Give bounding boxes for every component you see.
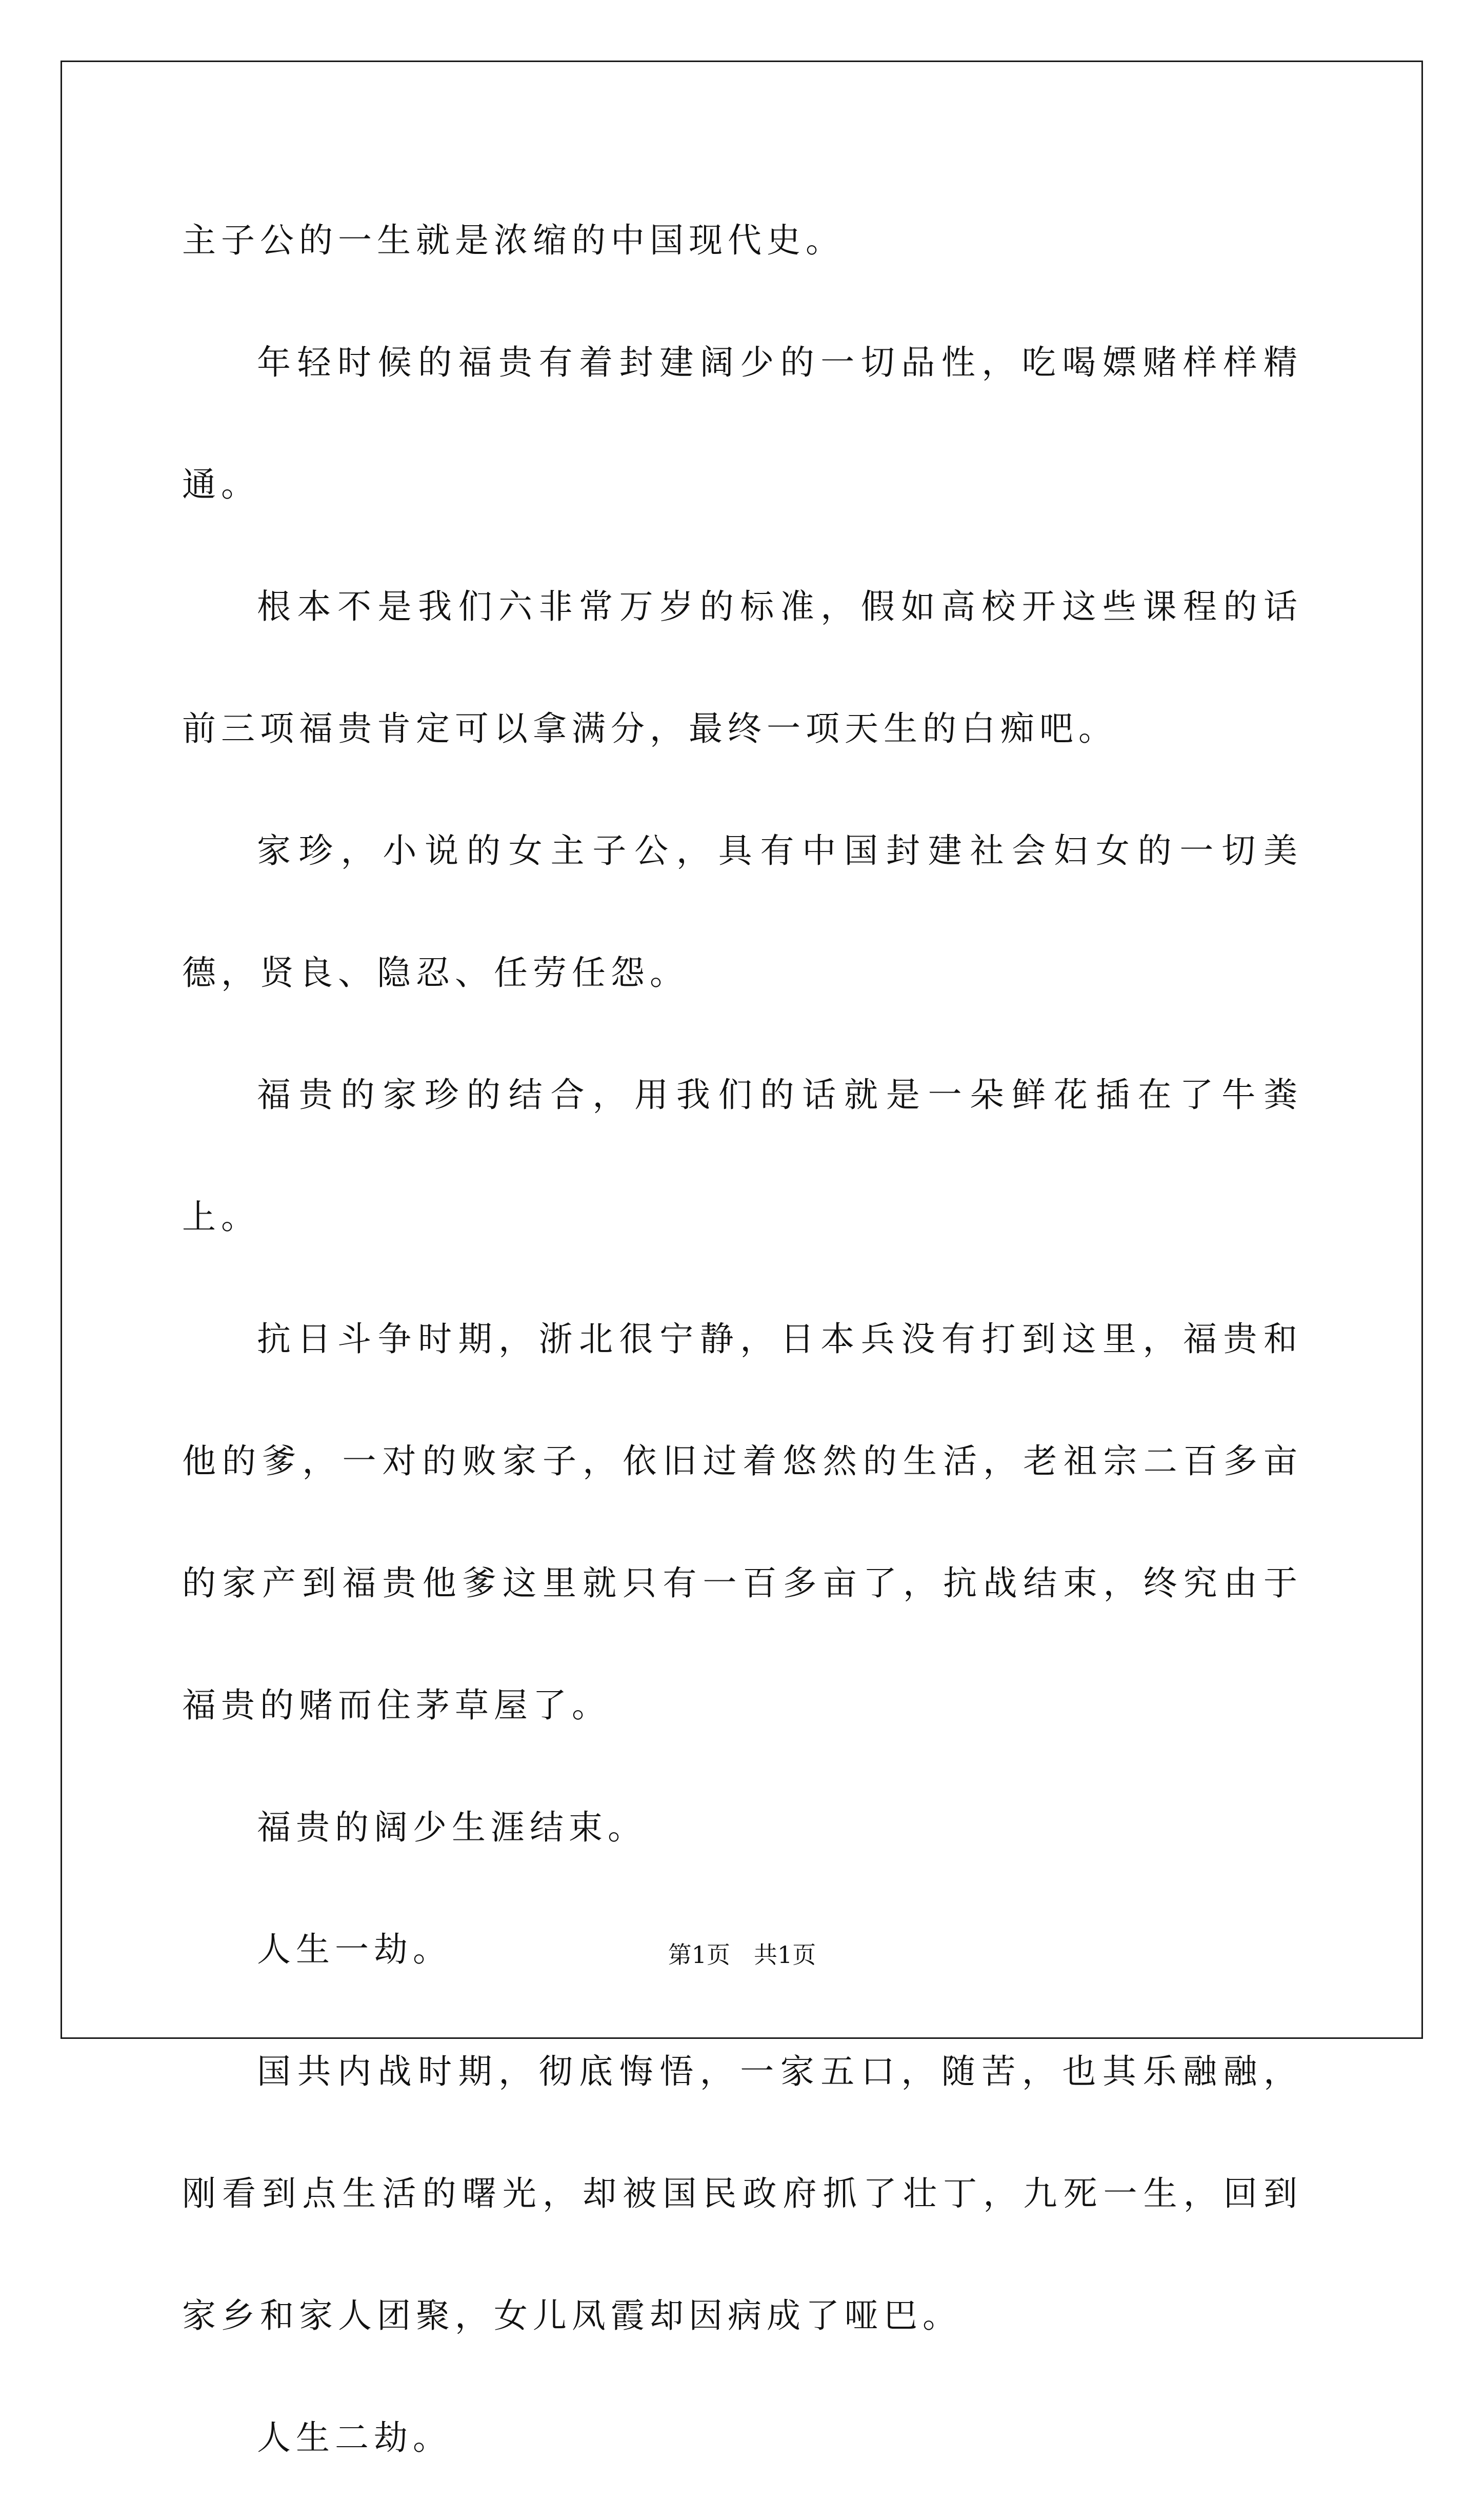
- paragraph: 家珍，小说的女主子公，具有中国封建社会妇女的一切美德，贤良、隐忍、任劳任怨。: [182, 831, 1302, 993]
- paragraph: 年轻时候的福贵有着封建阔少的一切品性，吃喝嫖赌样样精通。: [182, 343, 1302, 504]
- paragraph: 主子公的一生就是浓缩的中国现代史。: [182, 221, 845, 260]
- paragraph: 国共内战时期，彻底悔悟，一家五口，随苦，也其乐融融，刚看到点生活的曙光，却被国民政府抓了壮丁，九死一生，回到家乡和家人团聚，女儿凤霞却因病成了哑巴。: [182, 2052, 1302, 2335]
- paragraph: 福贵的家珍的结合，用我们的话就是一朵鲜花插在了牛粪上。: [182, 1075, 1302, 1237]
- paragraph: 根本不是我们六非常万岁的标准，假如高校开这些课程的话前三项福贵肯定可以拿满分，最终一项天生的白痴吧。: [182, 587, 1302, 748]
- paragraph: 人生二劫。: [257, 2418, 452, 2457]
- document-body: [182, 180, 1302, 2499]
- paragraph: 福贵的阔少生涯结束。: [257, 1808, 647, 1847]
- paragraph: 人生一劫。: [257, 1930, 452, 1969]
- page-number-footer: 第1页 共1页: [668, 1941, 816, 1969]
- paragraph: 抗日斗争时期，浙北很宁静，日本兵没有打到这里，福贵和他的爹，一对的败家子，依旧过着悠然的生活，老祖宗二百多亩的家产到福贵他爹这里就只有一百多亩了，抗战结束，终究由于福贵的赌而住茅草屋了。: [182, 1319, 1302, 1725]
